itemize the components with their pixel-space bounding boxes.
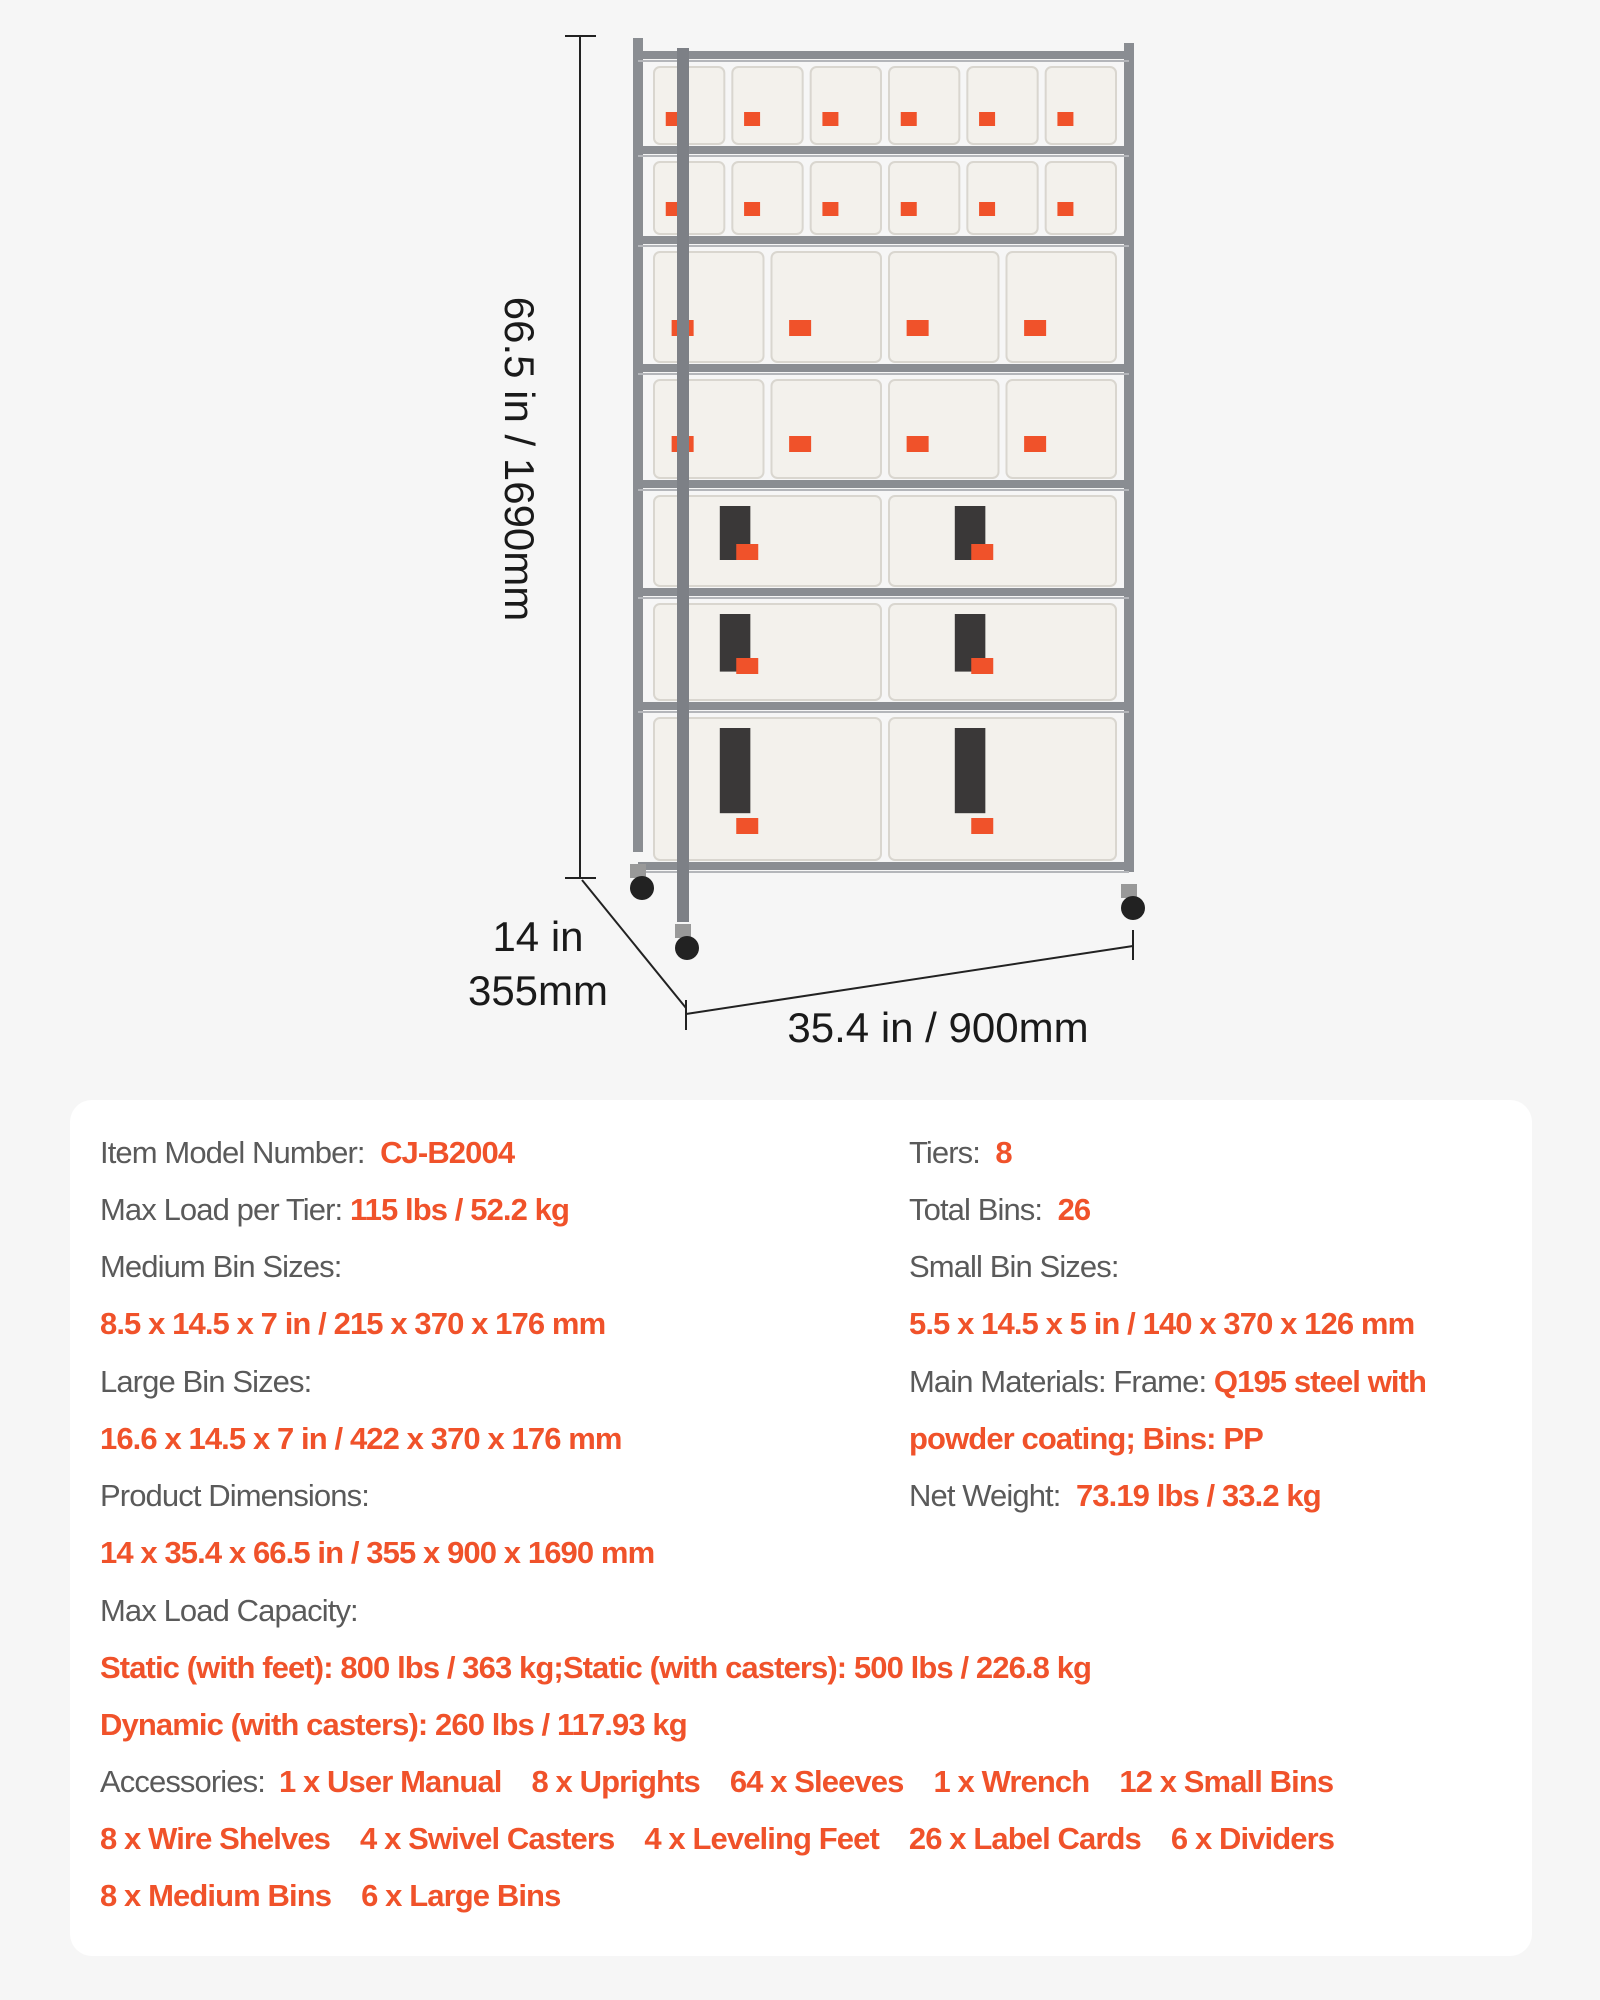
bin-label-card — [971, 818, 993, 834]
right-upright — [1124, 43, 1134, 872]
accessories-label: Accessories: — [100, 1764, 265, 1799]
spec-label: Total Bins: — [909, 1192, 1043, 1227]
bin-label-card — [736, 658, 758, 674]
storage-bin — [654, 252, 764, 362]
bin-label-card — [1057, 202, 1073, 216]
spec-product-dimensions-label: Product Dimensions: — [100, 1478, 369, 1513]
back-left-upright — [633, 38, 643, 852]
storage-bin — [889, 67, 959, 144]
storage-bin — [1007, 252, 1117, 362]
storage-bin — [967, 67, 1037, 144]
accessory-item: 4 x Swivel Casters — [360, 1821, 615, 1856]
spec-label: Item Model Number: — [100, 1135, 365, 1170]
spec-small-bins-value: 5.5 x 14.5 x 5 in / 140 x 370 x 126 mm — [909, 1306, 1415, 1341]
spec-value: 115 lbs / 52.2 kg — [349, 1192, 570, 1227]
spec-label: Main Materials: Frame: — [909, 1364, 1207, 1399]
bin-label-card — [744, 112, 760, 126]
bin-divider — [720, 728, 751, 813]
bin-label-card — [736, 544, 758, 560]
spec-value: Q195 steel with — [1213, 1364, 1427, 1399]
storage-bin — [772, 252, 882, 362]
caster-bracket — [1121, 884, 1137, 898]
height-label: 66.5 in / 1690mm — [496, 296, 543, 622]
spec-tiers — [909, 1133, 1012, 1173]
spec-label: Net Weight: — [909, 1478, 1061, 1513]
storage-bin — [889, 162, 959, 234]
storage-bin — [889, 718, 1116, 860]
spec-small-bins-label: Small Bin Sizes: — [909, 1249, 1119, 1284]
spec-product-dimensions-value: 14 x 35.4 x 66.5 in / 355 x 900 x 1690 mm — [100, 1535, 655, 1570]
bin-label-card — [744, 202, 760, 216]
storage-bin — [811, 67, 881, 144]
bin-label-card — [789, 320, 811, 336]
spec-materials — [909, 1362, 1426, 1402]
wire-shelf — [638, 862, 1133, 870]
accessory-item: 6 x Large Bins — [361, 1878, 561, 1913]
spec-net-weight — [909, 1476, 1321, 1516]
spec-max-load-tier — [100, 1190, 569, 1230]
bin-label-card — [901, 202, 917, 216]
caster-bracket — [630, 864, 646, 878]
storage-bin — [889, 604, 1116, 700]
spec-max-load-capacity-line2: Dynamic (with casters): 260 lbs / 117.93 kg — [100, 1707, 687, 1742]
height-dimension-line — [565, 36, 596, 878]
spec-value: 26 — [1057, 1192, 1091, 1227]
spec-max-load-capacity-line1: Static (with feet): 800 lbs / 363 kg;Static (with casters): 500 lbs / 226.8 kg — [100, 1650, 1092, 1685]
accessory-item: 8 x Medium Bins — [100, 1878, 332, 1913]
wire-shelf — [638, 588, 1133, 596]
accessories-row-2 — [100, 1819, 1364, 1859]
spec-medium-bins-value: 8.5 x 14.5 x 7 in / 215 x 370 x 176 mm — [100, 1306, 606, 1341]
caster-bracket — [675, 924, 691, 938]
depth-label-in: 14 in — [492, 913, 584, 960]
spec-value: CJ-B2004 — [380, 1135, 515, 1170]
wire-shelf — [638, 146, 1133, 154]
storage-bin — [654, 380, 764, 478]
storage-bin — [1046, 162, 1116, 234]
wire-shelf — [638, 702, 1133, 710]
wire-shelving-rack-image — [630, 38, 1145, 960]
bin-label-card — [907, 436, 929, 452]
caster-wheel — [675, 936, 699, 960]
spec-label: Max Load per Tier: — [100, 1192, 343, 1227]
accessories-row-3 — [100, 1876, 590, 1916]
bin-divider — [955, 728, 986, 813]
spec-large-bins-label: Large Bin Sizes: — [100, 1364, 312, 1399]
spec-medium-bins-label: Medium Bin Sizes: — [100, 1249, 342, 1284]
storage-bin — [811, 162, 881, 234]
accessory-item: 6 x Dividers — [1170, 1821, 1335, 1856]
front-left-upright — [677, 48, 689, 922]
bin-label-card — [979, 202, 995, 216]
bin-label-card — [907, 320, 929, 336]
accessory-item: 8 x Uprights — [531, 1764, 700, 1799]
storage-bin — [772, 380, 882, 478]
spec-value: 73.19 lbs / 33.2 kg — [1075, 1478, 1321, 1513]
accessory-item: 64 x Sleeves — [729, 1764, 904, 1799]
bin-label-card — [1024, 320, 1046, 336]
bin-label-card — [1024, 436, 1046, 452]
bin-label-card — [971, 658, 993, 674]
wire-shelf — [638, 480, 1133, 488]
accessory-item: 12 x Small Bins — [1119, 1764, 1334, 1799]
bin-label-card — [822, 202, 838, 216]
bin-label-card — [789, 436, 811, 452]
storage-bin — [889, 252, 999, 362]
storage-bin — [1046, 67, 1116, 144]
spec-max-load-capacity-label: Max Load Capacity: — [100, 1593, 358, 1628]
spec-materials-line2: powder coating; Bins: PP — [909, 1421, 1263, 1456]
storage-bin — [654, 162, 724, 234]
bin-label-card — [822, 112, 838, 126]
depth-label-mm: 355mm — [467, 967, 609, 1014]
bin-label-card — [736, 818, 758, 834]
storage-bin — [889, 380, 999, 478]
accessory-item: 26 x Label Cards — [908, 1821, 1141, 1856]
wire-shelf — [638, 236, 1133, 244]
storage-bin — [732, 162, 802, 234]
storage-bin — [654, 67, 724, 144]
width-label: 35.4 in / 900mm — [787, 1004, 1089, 1051]
spec-model — [100, 1133, 514, 1173]
storage-bin — [732, 67, 802, 144]
spec-large-bins-value: 16.6 x 14.5 x 7 in / 422 x 370 x 176 mm — [100, 1421, 622, 1456]
caster-wheel — [1121, 896, 1145, 920]
accessory-item: 1 x Wrench — [933, 1764, 1090, 1799]
wire-shelf — [638, 51, 1133, 59]
bin-label-card — [1057, 112, 1073, 126]
storage-bin — [967, 162, 1037, 234]
accessory-item: 8 x Wire Shelves — [100, 1821, 331, 1856]
accessories-row-1 — [100, 1762, 1363, 1802]
accessory-item: 4 x Leveling Feet — [644, 1821, 879, 1856]
bin-label-card — [979, 112, 995, 126]
spec-value: 8 — [995, 1135, 1012, 1170]
caster-wheel — [630, 876, 654, 900]
storage-bin — [1007, 380, 1117, 478]
spec-total-bins — [909, 1190, 1090, 1230]
bin-label-card — [901, 112, 917, 126]
spec-label: Tiers: — [909, 1135, 980, 1170]
storage-bin — [889, 496, 1116, 586]
bin-label-card — [971, 544, 993, 560]
accessory-item: 1 x User Manual — [278, 1764, 502, 1799]
wire-shelf — [638, 364, 1133, 372]
